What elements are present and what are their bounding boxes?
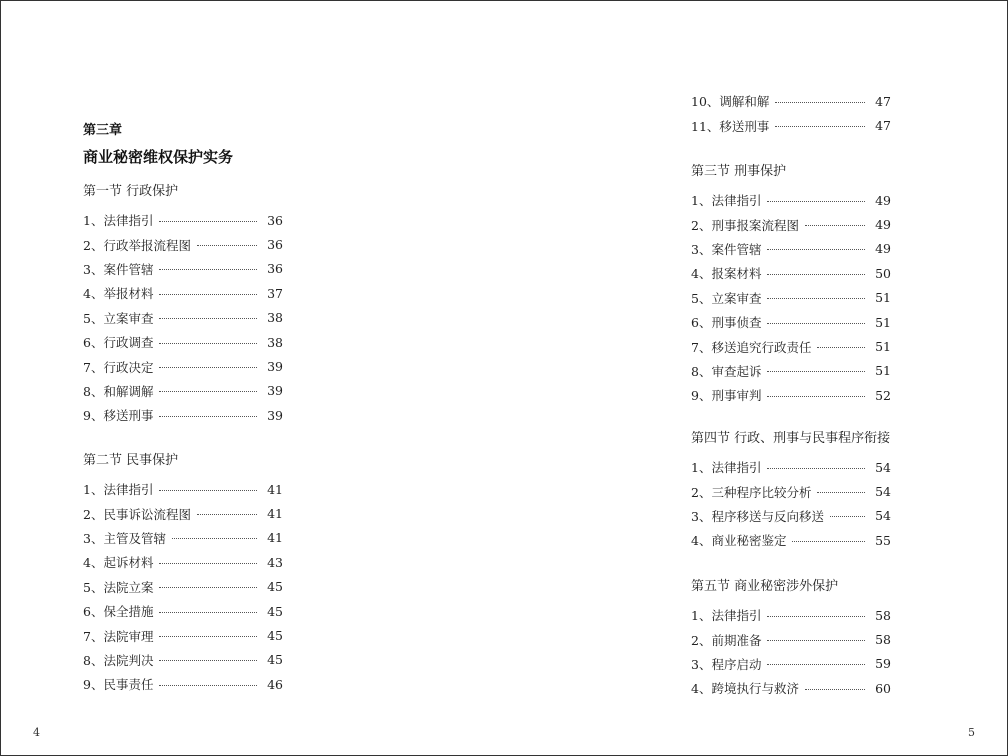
dot-leader [767, 323, 865, 324]
toc-entry-label: 9、刑事审判 [691, 388, 762, 404]
toc-entry-label: 3、程序启动 [691, 656, 762, 672]
toc-entry-label: 4、跨境执行与救济 [691, 681, 799, 697]
toc-entry-page-number: 38 [267, 334, 283, 350]
toc-list [83, 208, 283, 428]
toc-entry-label: 1、法律指引 [83, 213, 154, 229]
toc-entry-label: 6、保全措施 [83, 604, 154, 620]
left-page [1, 1, 504, 755]
toc-entry-page-number: 60 [875, 680, 891, 696]
toc-entry-page-number: 45 [267, 628, 283, 644]
toc-entry-page-number: 54 [875, 484, 891, 500]
dot-leader [159, 685, 257, 686]
dot-leader [767, 201, 865, 202]
toc-entry [691, 212, 891, 236]
toc-entry [691, 261, 891, 285]
toc-entry-page-number: 52 [875, 387, 891, 403]
page-number: 5 [968, 726, 975, 739]
toc-entry-page-number: 39 [267, 359, 283, 375]
toc-entry [83, 354, 283, 378]
dot-leader [159, 343, 257, 344]
toc-entry [83, 599, 283, 623]
dot-leader [775, 102, 865, 103]
section-heading: 第二节 民事保护 [83, 453, 179, 468]
toc-entry-label: 1、法律指引 [691, 193, 762, 209]
toc-entry-label: 9、民事责任 [83, 677, 154, 693]
toc-entry-page-number: 36 [267, 261, 283, 277]
toc-entry-page-number: 41 [267, 506, 283, 522]
dot-leader [767, 249, 865, 250]
toc-entry-label: 3、程序移送与反向移送 [691, 508, 824, 524]
toc-entry-page-number: 46 [267, 676, 283, 692]
toc-section-criminal [691, 162, 891, 408]
toc-entry-page-number: 38 [267, 310, 283, 326]
toc-entry [83, 477, 283, 501]
toc-entry-page-number: 36 [267, 212, 283, 228]
dot-leader [775, 126, 865, 127]
toc-entry-label: 4、起诉材料 [83, 555, 154, 571]
toc-entry-page-number: 45 [267, 579, 283, 595]
toc-entry-label: 10、调解和解 [691, 94, 770, 110]
toc-entry [691, 113, 891, 137]
dot-leader [767, 371, 865, 372]
dot-leader [767, 396, 865, 397]
toc-entry-page-number: 37 [267, 285, 283, 301]
toc-entry-page-number: 54 [875, 459, 891, 475]
chapter-title: 商业秘密维权保护实务 [83, 148, 234, 166]
dot-leader [159, 660, 257, 661]
section-heading: 第三节 刑事保护 [691, 164, 787, 179]
dot-leader [767, 468, 865, 469]
toc-entry-label: 3、案件管辖 [83, 261, 154, 277]
toc-entry [83, 575, 283, 599]
toc-entry-label: 2、刑事报案流程图 [691, 217, 799, 233]
toc-entry [83, 501, 283, 525]
toc-entry-page-number: 51 [875, 314, 891, 330]
toc-entry-page-number: 50 [875, 265, 891, 281]
toc-entry-label: 1、法律指引 [691, 460, 762, 476]
toc-entry-label: 9、移送刑事 [83, 408, 154, 424]
toc-entry-label: 2、前期准备 [691, 632, 762, 648]
toc-entry [83, 281, 283, 305]
dot-leader [767, 664, 865, 665]
toc-entry [83, 306, 283, 330]
toc-entry-label: 5、法院立案 [83, 579, 154, 595]
toc-entry [691, 237, 891, 261]
dot-leader [172, 538, 257, 539]
toc-list [691, 603, 891, 701]
toc-entry-page-number: 49 [875, 241, 891, 257]
dot-leader [159, 490, 257, 491]
toc-entry [83, 208, 283, 232]
toc-entry-label: 8、和解调解 [83, 383, 154, 399]
toc-entry [691, 627, 891, 651]
toc-entry-label: 5、立案审查 [691, 290, 762, 306]
dot-leader [159, 367, 257, 368]
dot-leader [767, 298, 865, 299]
toc-entry [691, 652, 891, 676]
toc-entry [691, 455, 891, 479]
toc-entry-label: 7、行政决定 [83, 359, 154, 375]
toc-entry [83, 379, 283, 403]
dot-leader [159, 294, 257, 295]
toc-entry [691, 359, 891, 383]
toc-entry-page-number: 47 [875, 118, 891, 134]
toc-entry-label: 7、移送追究行政责任 [691, 339, 812, 355]
toc-entry-label: 6、刑事侦查 [691, 315, 762, 331]
dot-leader [767, 616, 865, 617]
toc-entry-label: 7、法院审理 [83, 628, 154, 644]
section-heading: 第四节 行政、刑事与民事程序衔接 [691, 431, 891, 446]
toc-entry-page-number: 47 [875, 93, 891, 109]
toc-entry-page-number: 51 [875, 290, 891, 306]
dot-leader [159, 416, 257, 417]
toc-entry [83, 648, 283, 672]
toc-entry [691, 528, 891, 552]
toc-entry [691, 383, 891, 407]
dot-leader [159, 269, 257, 270]
toc-entry-label: 4、商业秘密鉴定 [691, 533, 787, 549]
toc-entry-page-number: 39 [267, 407, 283, 423]
toc-section-foreign-protection [691, 577, 891, 701]
toc-entry-label: 2、三种程序比较分析 [691, 484, 812, 500]
chapter-label: 第三章 [83, 123, 123, 138]
toc-entry-page-number: 36 [267, 237, 283, 253]
toc-entry-page-number: 39 [267, 383, 283, 399]
dot-leader [197, 514, 257, 515]
dot-leader [805, 689, 865, 690]
toc-entry-label: 6、行政调查 [83, 335, 154, 351]
toc-list [691, 455, 891, 553]
toc-entry-page-number: 55 [875, 532, 891, 548]
toc-entry-label: 2、行政举报流程图 [83, 237, 191, 253]
toc-entry [691, 334, 891, 358]
toc-entry [691, 89, 891, 113]
toc-entry [691, 603, 891, 627]
toc-entry-page-number: 58 [875, 632, 891, 648]
dot-leader [159, 391, 257, 392]
dot-leader [805, 225, 865, 226]
toc-entry-page-number: 43 [267, 554, 283, 570]
dot-leader [817, 347, 865, 348]
dot-leader [830, 516, 865, 517]
page-number: 4 [33, 726, 40, 739]
toc-list [691, 89, 891, 138]
toc-entry [691, 504, 891, 528]
toc-entry-label: 4、举报材料 [83, 286, 154, 302]
dot-leader [159, 612, 257, 613]
dot-leader [159, 221, 257, 222]
toc-continued-items [691, 89, 891, 138]
dot-leader [159, 587, 257, 588]
toc-entry [691, 310, 891, 334]
toc-entry-page-number: 54 [875, 508, 891, 524]
dot-leader [792, 541, 865, 542]
toc-entry-label: 8、法院判决 [83, 652, 154, 668]
section-heading: 第一节 行政保护 [83, 184, 179, 199]
toc-entry-label: 1、法律指引 [691, 608, 762, 624]
right-page [504, 1, 1007, 755]
dot-leader [159, 563, 257, 564]
toc-entry [691, 676, 891, 700]
toc-entry [83, 526, 283, 550]
toc-entry-label: 11、移送刑事 [691, 118, 770, 134]
toc-entry-page-number: 41 [267, 481, 283, 497]
toc-list [83, 477, 283, 697]
toc-entry-label: 2、民事诉讼流程图 [83, 506, 191, 522]
toc-entry [83, 403, 283, 427]
toc-entry-label: 8、审查起诉 [691, 363, 762, 379]
toc-entry-page-number: 45 [267, 652, 283, 668]
toc-entry-label: 3、主管及管辖 [83, 530, 166, 546]
dot-leader [159, 636, 257, 637]
toc-entry-label: 5、立案审查 [83, 310, 154, 326]
toc-entry-page-number: 45 [267, 603, 283, 619]
dot-leader [817, 492, 865, 493]
dot-leader [197, 245, 257, 246]
toc-entry [83, 550, 283, 574]
section-heading: 第五节 商业秘密涉外保护 [691, 579, 839, 594]
toc-section-civil [83, 451, 283, 697]
toc-entry-page-number: 49 [875, 192, 891, 208]
toc-entry [83, 623, 283, 647]
toc-entry-page-number: 51 [875, 363, 891, 379]
toc-entry [691, 479, 891, 503]
toc-section-procedure-linkage [691, 429, 891, 553]
toc-entry-page-number: 49 [875, 217, 891, 233]
toc-entry-label: 3、案件管辖 [691, 241, 762, 257]
toc-entry-label: 1、法律指引 [83, 482, 154, 498]
toc-entry-page-number: 41 [267, 530, 283, 546]
toc-entry [691, 188, 891, 212]
toc-entry [83, 672, 283, 696]
dot-leader [159, 318, 257, 319]
toc-entry-page-number: 51 [875, 339, 891, 355]
toc-entry [83, 330, 283, 354]
toc-entry-page-number: 58 [875, 607, 891, 623]
toc-entry-label: 4、报案材料 [691, 266, 762, 282]
toc-entry-page-number: 59 [875, 656, 891, 672]
toc-entry [691, 286, 891, 310]
dot-leader [767, 640, 865, 641]
toc-list [691, 188, 891, 408]
toc-section-administrative [83, 182, 283, 428]
toc-entry [83, 257, 283, 281]
dot-leader [767, 274, 865, 275]
toc-entry [83, 232, 283, 256]
